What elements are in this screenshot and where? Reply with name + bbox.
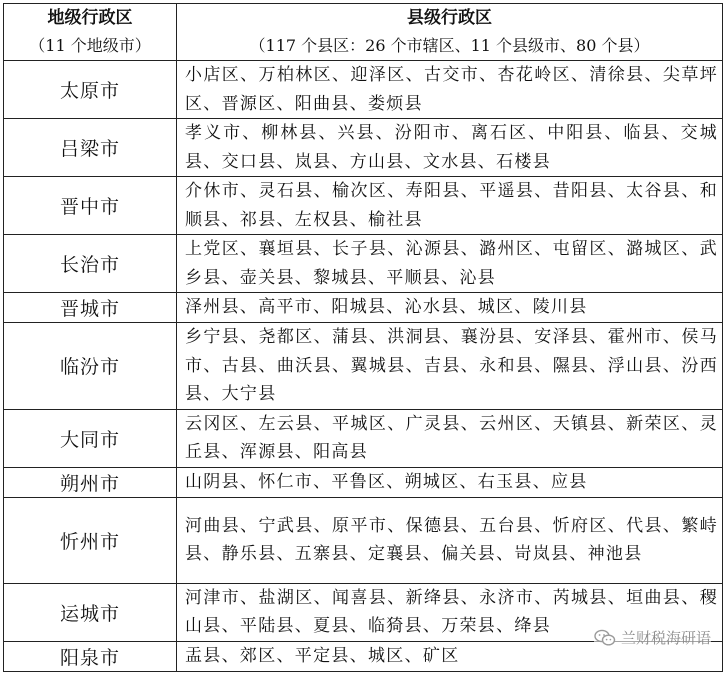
table-header-row (4, 4, 723, 61)
table-row (4, 177, 723, 235)
counties-cell: 介休市、灵石县、榆次区、寿阳县、平遥县、昔阳县、太谷县、和顺县、祁县、左权县、榆社县 (177, 177, 723, 235)
table-row (4, 323, 723, 410)
watermark-text: 兰财税海研语 (620, 629, 711, 647)
division-table (3, 3, 723, 672)
counties-cell: 上党区、襄垣县、长子县、沁源县、潞州区、屯留区、潞城区、武乡县、壶关县、黎城县、平顺县、沁县 (177, 235, 723, 293)
counties-cell: 河津市、盐湖区、闻喜县、新绛县、永济市、芮城县、垣曲县、稷山县、平陆县、夏县、临猗县、万荣县、绛县 (177, 583, 723, 641)
city-cell: 吕梁市 (4, 119, 177, 177)
city-cell: 阳泉市 (4, 641, 177, 671)
table-row (4, 409, 723, 467)
counties-cell: 盂县、郊区、平定县、城区、矿区 (177, 641, 723, 671)
city-cell: 临汾市 (4, 323, 177, 410)
watermark (594, 627, 711, 648)
header-county (177, 4, 723, 61)
counties-cell: 云冈区、左云县、平城区、广灵县、云州区、天镇县、新荣区、灵丘县、浑源县、阳高县 (177, 409, 723, 467)
header-prefecture-title: 地级行政区 (47, 8, 133, 28)
table-row (4, 235, 723, 293)
city-cell: 大同市 (4, 409, 177, 467)
city-cell: 太原市 (4, 61, 177, 119)
counties-cell: 泽州县、高平市、阳城县、沁水县、城区、陵川县 (177, 293, 723, 323)
counties-cell: 山阴县、怀仁市、平鲁区、朔城区、右玉县、应县 (177, 467, 723, 497)
city-cell: 晋中市 (4, 177, 177, 235)
table-row (4, 293, 723, 323)
header-prefecture-sub: （11 个地级市） (29, 36, 151, 55)
city-cell: 运城市 (4, 583, 177, 641)
table-row (4, 467, 723, 497)
city-cell: 忻州市 (4, 497, 177, 583)
table-row (4, 497, 723, 583)
city-cell: 朔州市 (4, 467, 177, 497)
header-county-sub: （117 个县区：26 个市辖区、11 个县级市、80 个县） (249, 36, 650, 55)
header-county-title: 县级行政区 (407, 8, 492, 28)
counties-cell: 孝义市、柳林县、兴县、汾阳市、离石区、中阳县、临县、交城县、交口县、岚县、方山县、文水县、石楼县 (177, 119, 723, 177)
city-cell: 长治市 (4, 235, 177, 293)
counties-cell: 乡宁县、尧都区、蒲县、洪洞县、襄汾县、安泽县、霍州市、侯马市、古县、曲沃县、翼城县、吉县、永和县、隰县、浮山县、汾西县、大宁县 (177, 323, 723, 410)
header-prefecture (4, 4, 177, 61)
city-cell: 晋城市 (4, 293, 177, 323)
table-row (4, 61, 723, 119)
wechat-icon (594, 629, 616, 647)
table-row (4, 119, 723, 177)
counties-cell: 河曲县、宁武县、原平市、保德县、五台县、忻府区、代县、繁峙县、静乐县、五寨县、定襄县、偏关县、岢岚县、神池县 (177, 497, 723, 583)
counties-cell: 小店区、万柏林区、迎泽区、古交市、杏花岭区、清徐县、尖草坪区、晋源区、阳曲县、娄烦县 (177, 61, 723, 119)
